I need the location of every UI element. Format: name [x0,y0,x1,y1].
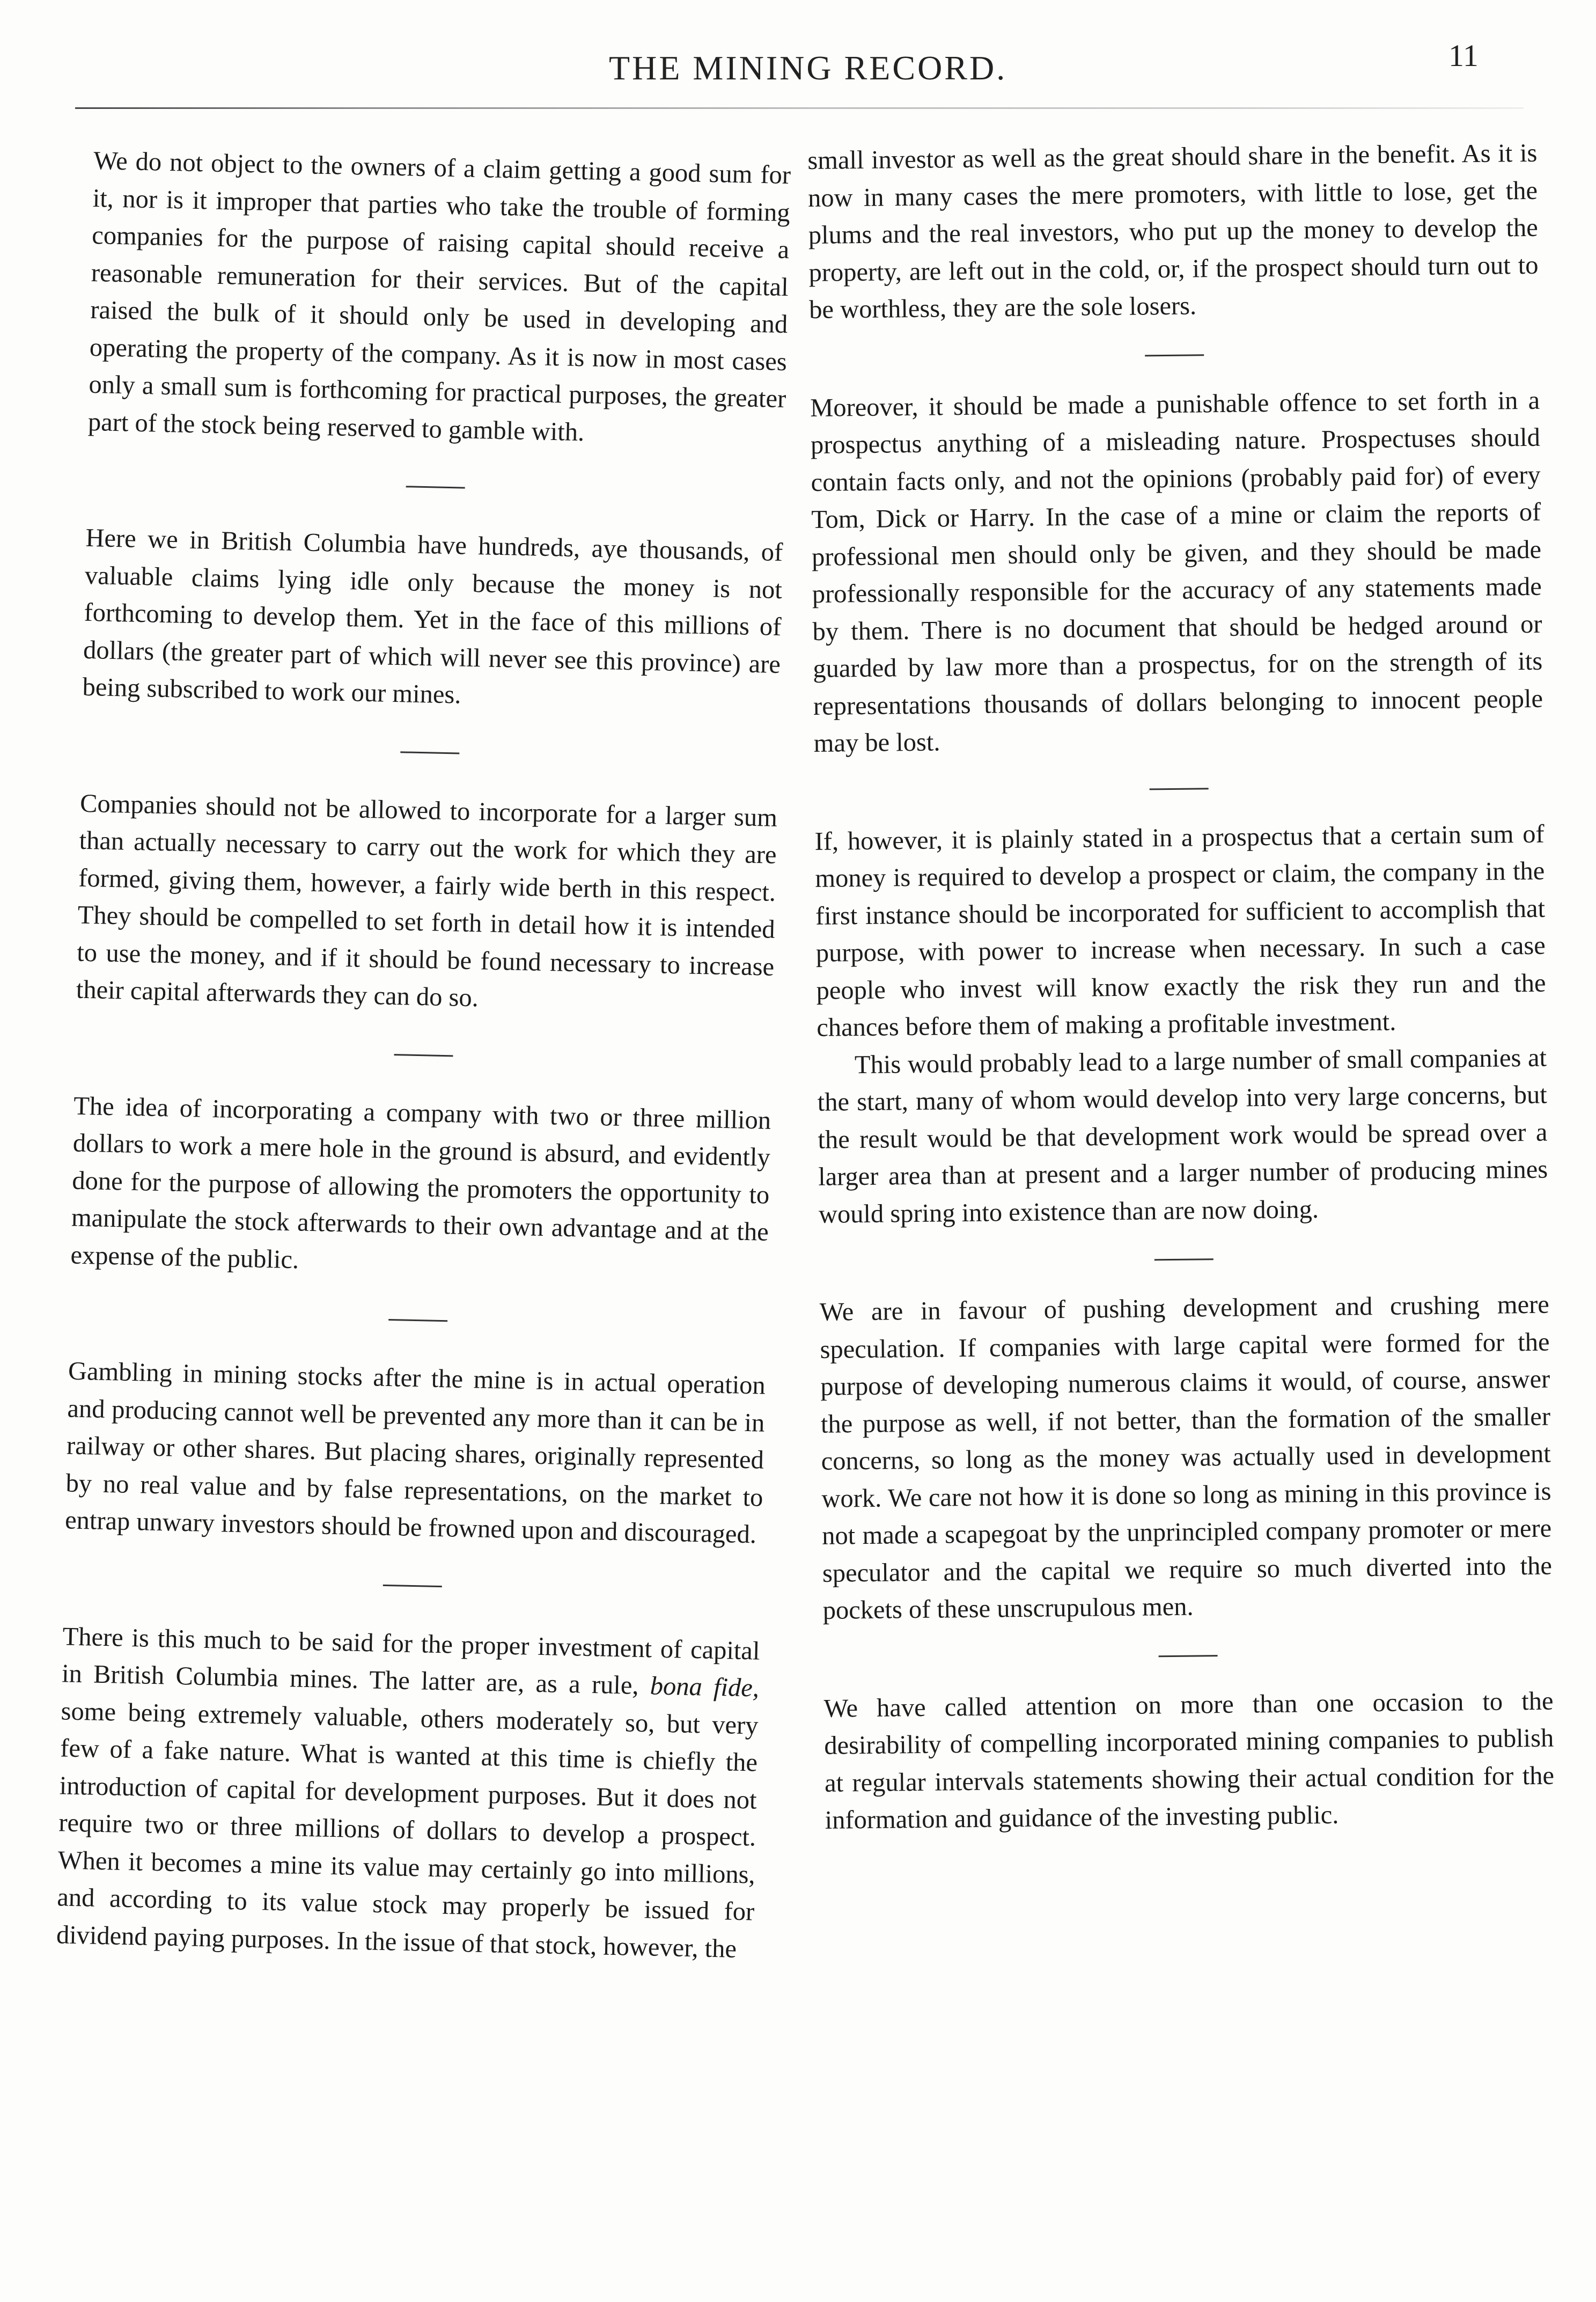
section-divider [1145,354,1204,356]
article-paragraph-last [56,1618,760,1968]
section-divider [1154,1258,1213,1260]
article-paragraph: If, however, it is plainly stated in a prospectus that a certain sum of money is required to develop a prospect or claim, the company in the first instance should be incorporated for sufficient to accomplish that purpose, with power to increase when necessary. In such a case people who invest will know exactly the risk they run and the chances before them of making a profitable investment. [814,819,1546,1042]
section-divider [1150,788,1209,790]
article-paragraph: The idea of incorporating a company with two or three million dollars to work a mere hole in the ground is absurd, and evidently done for the purpose of allowing the promoters the opportunity to manipulate the stock afterwards to their own advantage and at the expense of the public. [70,1091,771,1274]
section-divider [406,486,465,488]
article-paragraph: Here we in British Columbia have hundreds, aye thousands, of valuable claims lying idle only because the money is not forthcoming to develop them. Yet in the face of this millions of dollars (the greater part of which will never see this province) are being subscribed to work our mines. [82,523,783,709]
section-divider [400,751,459,754]
continuation-text: In the issue of that stock, however, the [336,1926,737,1963]
section-divider [383,1584,442,1587]
header-rule [75,107,1524,109]
page-header [0,38,1596,102]
section-divider [388,1319,447,1322]
italic-phrase: bona fide, [650,1671,760,1703]
text-run: some being extremely valuable, others moderately so, but very few of a fake nature. What is wanted at this time is chiefly the introduction of capital for development purposes. But it does not require two or three millions of dollars to develop a prospect. When it becomes a mine its value may certainly go into millions, and according to its value stock may properly be issued for dividend paying purposes. [56,1696,759,1955]
article-paragraph: Companies should not be allowed to incorporate for a larger sum than actually necessary to carry out the work for which they are formed, giving them, however, a fairly wide berth in this respect. They should be compelled to set forth in detail how it is intended to use the money, and if it should be found necessary to increase their capital afterwards they can do so. [76,789,778,1013]
page-number: 11 [1448,38,1479,73]
section-divider [1159,1655,1218,1657]
article-paragraph: We are in favour of pushing development and crushing mere speculation. If companies with large capital were formed for the purpose of developing numerous claims it would, of course, answer the purpose as well, if not better, than the formation of the smaller concerns, so long as the money was actually used in development work. We care not how it is done so long as mining in this province is not made a scapegoat by the unprincipled company promoter or mere speculator and the capital we require so much diverted into the pockets of these unscrupulous men. [819,1290,1553,1625]
left-column [56,142,791,1968]
text-run: There is this much to be said for the proper investment of capital in British Columbia mines. The latter are, as a rule, [61,1622,760,1700]
article-paragraph: This would probably lead to a large number of small companies at the start, many of whom would develop into very large concerns, but the result would be that development work would be spread over a larger area than at present and a larger number of producing mines would spring into existence than are now doing. [817,1043,1548,1229]
article-paragraph: Gambling in mining stocks after the mine is in actual operation and producing cannot well be prevented any more than it can be in railway or other shares. But placing shares, originally represented by no real value and by false representations, on the market to entrap unwary investors should be frowned upon and discouraged. [64,1357,766,1549]
article-paragraph: We do not object to the owners of a claim getting a good sum for it, nor is it improper that parties who take the trouble of forming companies for the purpose of raising capital should receive a reasonable remuneration for their services. But of the capital raised the bulk of it should only be used in developing and operating the property of the company. As it is now in most cases only a small sum is forthcoming for practical purposes, the greater part of the stock being reserved to gamble with. [87,146,791,446]
article-paragraph: small investor as well as the great should share in the benefit. As it is now in many cases the mere promoters, with little to lose, get the plums and the real investors, who put up the money to develop the property, are left out in the cold, or, if the prospect should turn out to be worthless, they are the sole losers. [807,138,1539,324]
article-paragraph: We have called attention on more than one occasion to the desirability of compelling incorporated mining companies to publish at regular intervals statements showing their actual condition for the information and guidance of the investing public. [823,1687,1555,1835]
section-divider [394,1054,453,1057]
article-paragraph: Moreover, it should be made a punishable offence to set forth in a prospectus anything of a misleading nature. Prospectuses should contain facts only, and not the opinions (probably paid for) of every Tom, Dick or Harry. In the case of a mine or claim the reports of professional men should only be given, and they should be made professionally responsible for the accuracy of any statements made by them. There is no document that should be hedged around or guarded by law more than a prospectus, for on the strength of its representations thousands of dollars belonging to innocent people may be lost. [810,386,1543,758]
publication-title: THE MINING RECORD. [609,49,1007,87]
right-column [807,135,1555,1839]
